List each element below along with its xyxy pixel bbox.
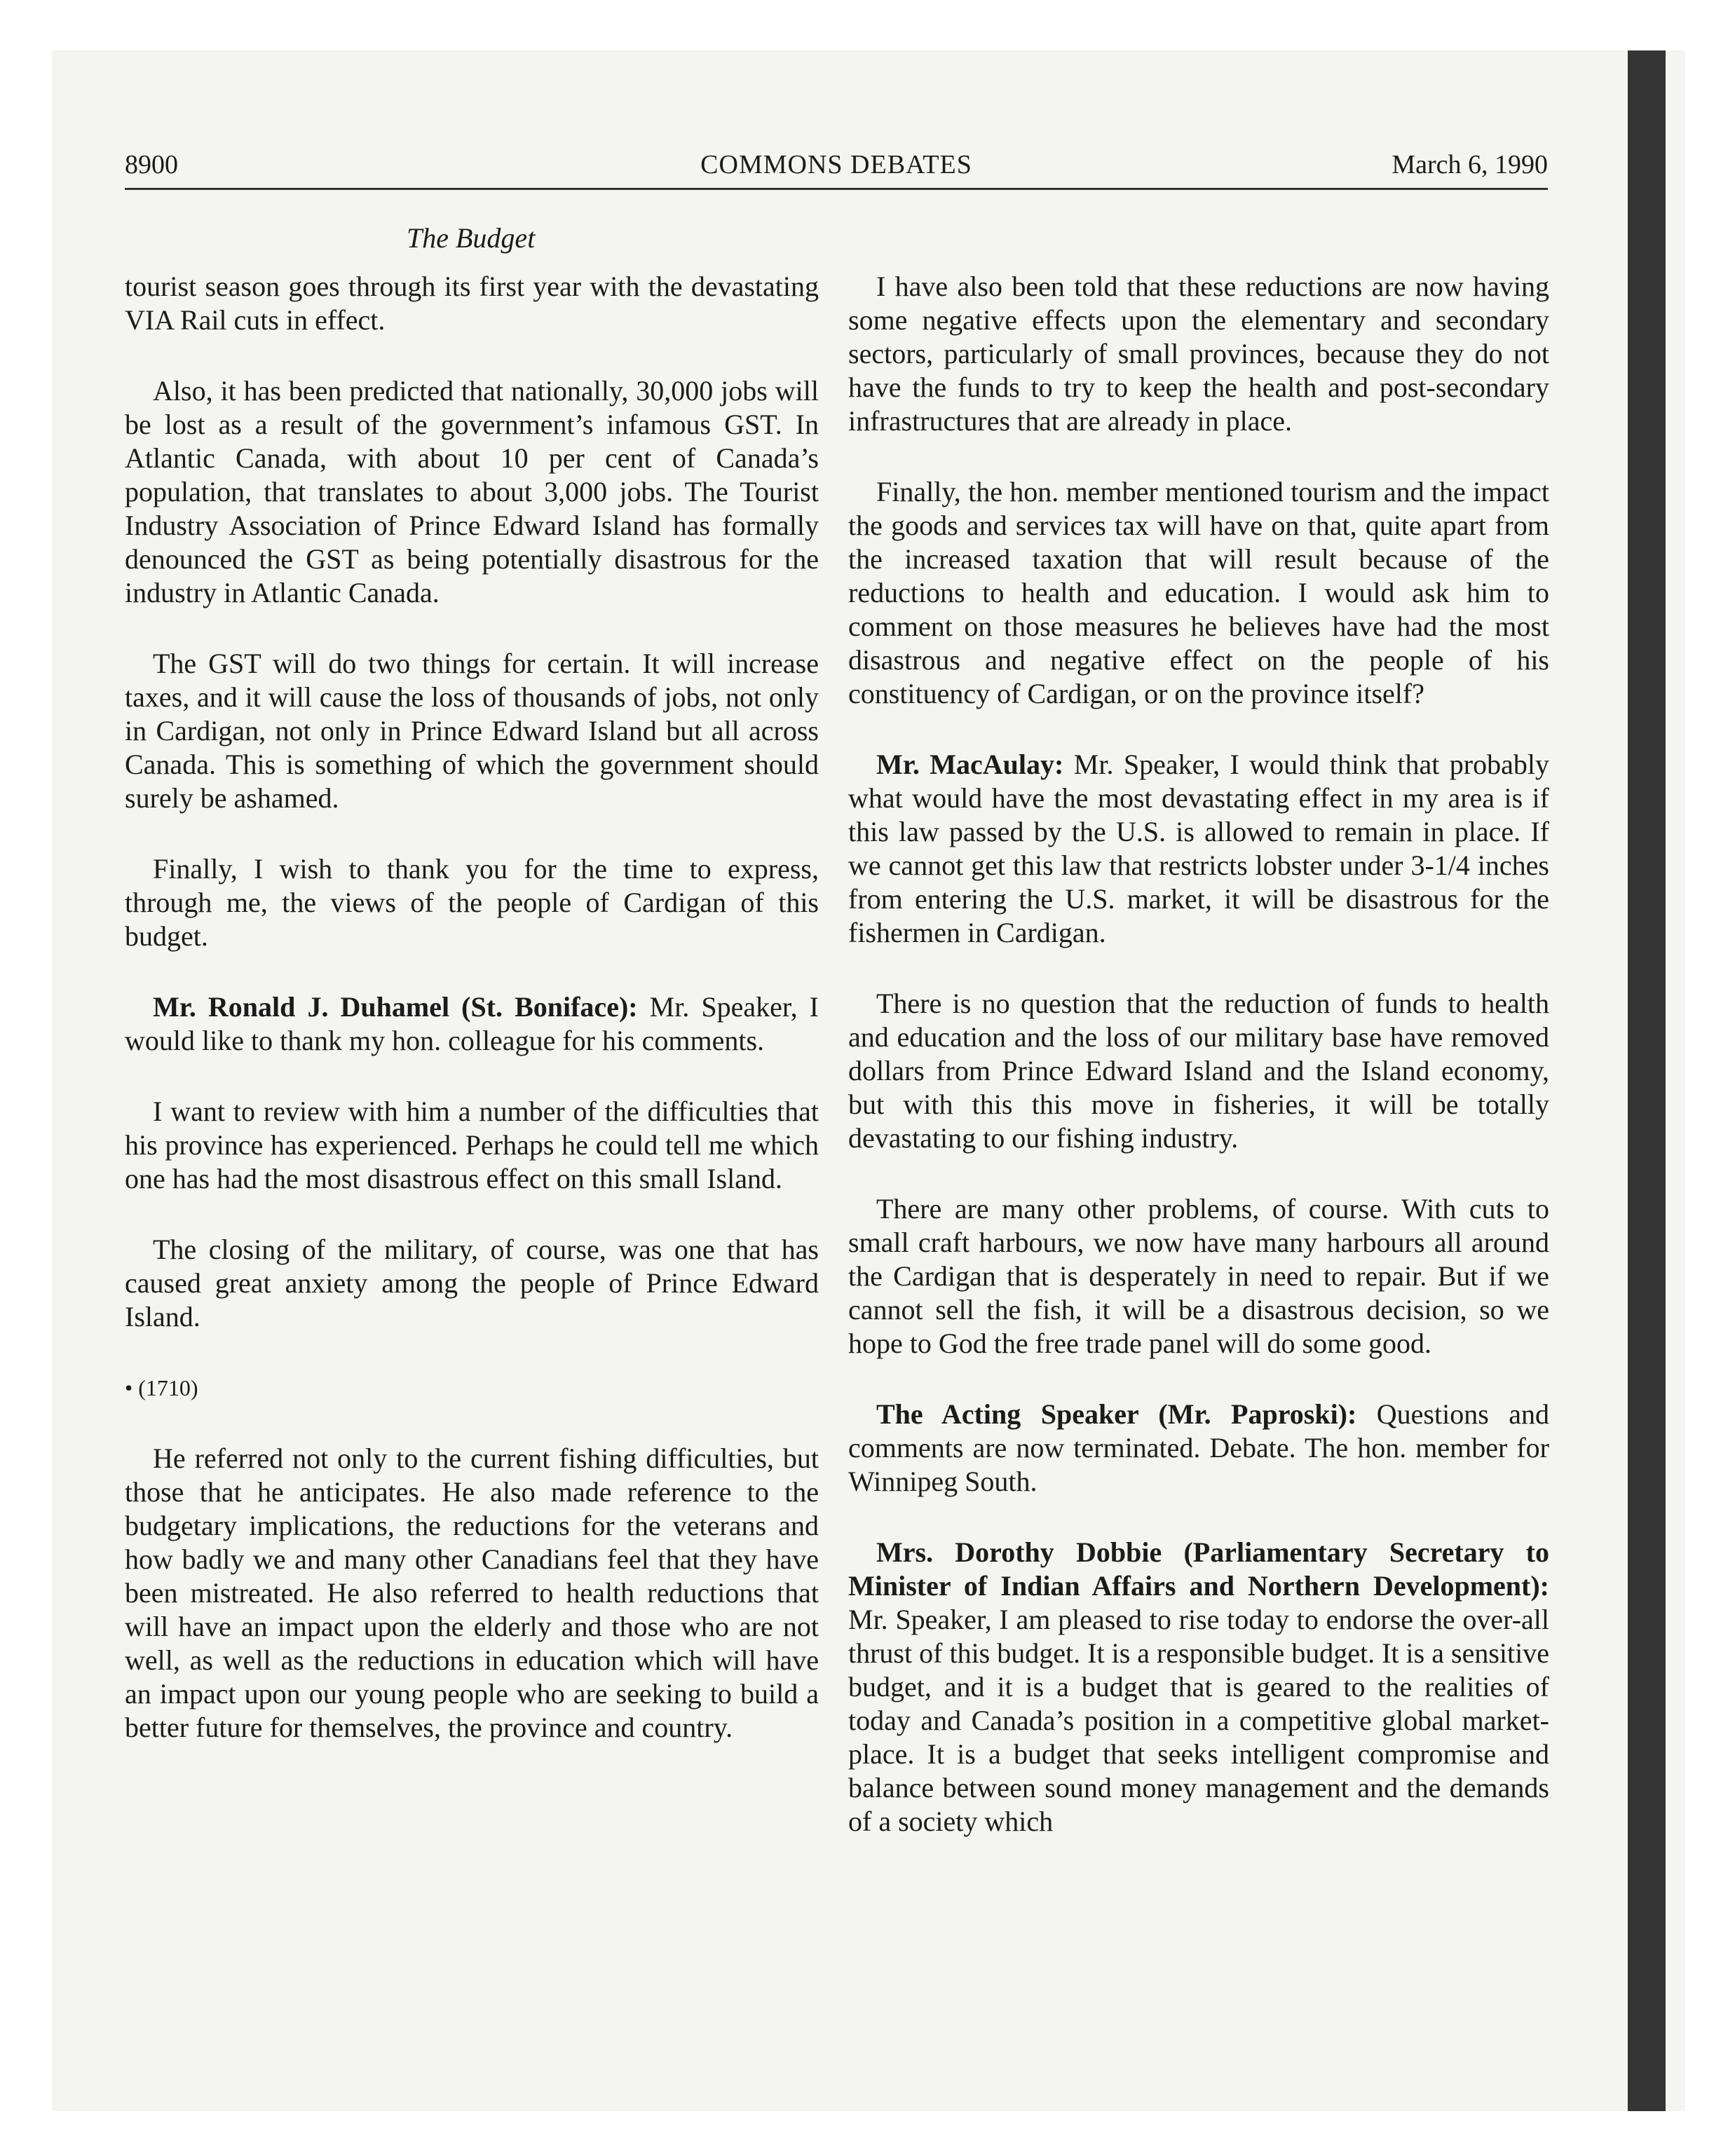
paragraph [125,990,819,1058]
section-title: The Budget [407,222,536,254]
page-number: 8900 [125,150,178,179]
paragraph: I have also been told that these reductions are now having some negative effects upon the elementary and secondary sectors, particularly of small provinces, because they do not have the funds to try to keep the health and post-secondary infrastructures that are already in place. [848,271,1549,437]
paragraph [848,1536,1549,1838]
publication-date: March 6, 1990 [1392,150,1548,179]
paragraph: The GST will do two things for certain. It will increase taxes, and it will cause the loss of thousands of jobs, not only in Cardigan, not only in Prince Edward Island but all across Canada. This is something of which the government should surely be ashamed. [125,648,819,814]
speech-text: Mr. Speaker, I would like to thank my hon. colleague for his comments. [125,991,819,1056]
right-column [848,270,1549,1838]
left-column [125,270,819,1745]
speaker-name: The Acting Speaker (Mr. Paproski): [876,1398,1357,1430]
header-rule [125,188,1548,190]
speech-text: Mr. Speaker, I would think that probably what would have the most devastating effect in my area is if this law passed by the U.S. is allowed to remain in place. If we cannot get this law that restricts lobster under 3-1/4 inches from entering the U.S. market, it will be disastrous for the fishermen in Cardigan. [848,749,1549,948]
paragraph: Finally, the hon. member mentioned tourism and the impact the goods and services tax will have on that, quite apart from the increased taxation that will result because of the reductions to health and education. I would ask him to comment on those measures he believes have had the most disastrous and negative effect on the people of his constituency of Cardigan, or on the province itself? [848,476,1549,709]
paragraph: Finally, I wish to thank you for the time to express, through me, the views of the people of Cardigan of this budget. [125,853,819,952]
time-marker: • (1710) [125,1375,198,1400]
paragraph: There is no question that the reduction of funds to health and education and the loss of our military base have removed dollars from Prince Edward Island and the Island economy, but with this this move in fisheries, it will be totally devastating to our fishing industry. [848,988,1549,1154]
speaker-name: Mrs. Dorothy Dobbie (Parliamentary Secretary to Minister of Indian Affairs and Northern Development): [848,1536,1549,1602]
paragraph: tourist season goes through its first year with the devastating VIA Rail cuts in effect. [125,271,819,336]
speech-text: Mr. Speaker, I am pleased to rise today to endorse the over-all thrust of this budget. It is a responsible budget. It is a sensitive budget, and it is a budget that is geared to the realities of today and Canada’s position in a competitive global market-place. It is a budget that seeks intelligent compromise and balance between sound money management and the demands of a society which [848,1604,1549,1837]
speaker-name: Mr. MacAulay: [876,749,1064,780]
paragraph: The closing of the military, of course, was one that has caused great anxiety among the people of Prince Edward Island. [125,1234,819,1332]
paragraph: Also, it has been predicted that nationally, 30,000 jobs will be lost as a result of the government’s infamous GST. In Atlantic Canada, with about 10 per cent of Canada’s population, that translates to about 3,000 jobs. The Tourist Industry Association of Prince Edward Island has formally denounced the GST as being potentially disastrous for the industry in Atlantic Canada. [125,375,819,608]
paragraph [848,748,1549,950]
paragraph: I want to review with him a number of the difficulties that his province has experienced. Perhaps he could tell me which one has had the most disastrous effect on this small Island. [125,1096,819,1194]
speech-text: Questions and comments are now terminated. Debate. The hon. member for Winnipeg South. [848,1398,1549,1497]
paragraph: He referred not only to the current fishing difficulties, but those that he anticipates. He also made reference to the budgetary implications, the reductions for the veterans and how badly we and many other Canadians feel that they have been mistreated. He also referred to health reductions that will have an impact upon the elderly and those who are not well, as well as the reductions in education which will have an impact upon our young people who are seeking to build a better future for themselves, the province and country. [125,1442,819,1743]
scan-edge [1628,50,1666,2111]
page-header [125,144,1548,186]
publication-title: COMMONS DEBATES [700,150,972,179]
speaker-name: Mr. Ronald J. Duhamel (St. Boniface): [153,991,638,1023]
paragraph: There are many other problems, of course. With cuts to small craft harbours, we now have many harbours all around the Cardigan that is desperately in need to repair. But if we cannot sell the fish, it will be a disastrous decision, so we hope to God the free trade panel will do some good. [848,1193,1549,1359]
paragraph [848,1398,1549,1499]
